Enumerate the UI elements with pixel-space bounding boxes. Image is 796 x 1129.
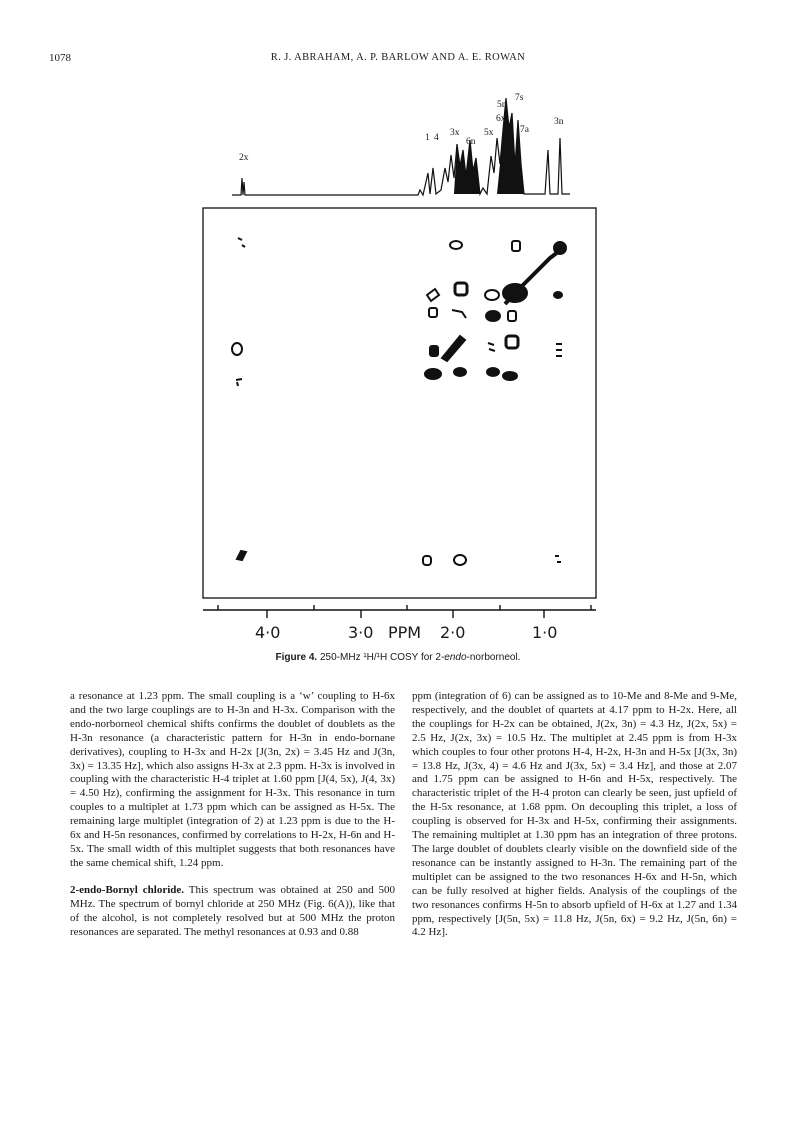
running-head: R. J. ABRAHAM, A. P. BARLOW AND A. E. ROWAN [270, 52, 526, 63]
contour-spot [427, 289, 439, 301]
axis-unit-label: PPM [388, 623, 422, 642]
body-paragraph: ppm (integration of 6) can be assigned as to 10-Me and 8-Me and 9-Me, respectively, and the doublet of quartets at 4.17 ppm to H-2x. Here, all the couplings for H-2x can be obtained, J(2x, 3n) = 4.3 Hz, J(2x, 5x) = 2.5 Hz, J(2x, 3x) = 10.5 Hz. The multiplet at 2.45 ppm is from H-3x which couples to four other protons H-4, H-2x, H-3n and H-5x [J(3x, 3n) = 13.8 Hz, J(3x, 4) = 4.6 Hz and J(3x, 5x) = 3.4 Hz], and those at 2.07 and 1.75 ppm can be assigned to H-6n and H-5x, respectively. The characteristic triplet of the H-4 proton can clearly be seen, just upfield of the H-5x resonance, at 1.68 ppm. On decoupling this triplet, a loss of coupling is observed for H-3x and H-5x, confirming their assignments. The remaining multiplet at 1.30 ppm has an integration of three protons. The large doublet of doublets clearly visible on the downfield side of the resonance can be instantly assigned to H-3n. The remaining part of the multiplet can be assigned to the two resonances H-6x and H-5n, which can be fully resolved at higher fields. Analysis of the couplings of the two resonances confirms H-5n to absorb upfield of H-6x at 1.27 and 1.34 ppm, respectively [J(5n, 5x) = 11.8 Hz, J(5n, 6x) = 9.2 Hz, J(5n, 6n) = 4.2 Hz]. [412, 690, 737, 939]
axis-tick-label: 2·0 [440, 623, 466, 642]
contour-spot [512, 241, 520, 251]
cosy-figure [0, 78, 796, 678]
contour-spot [450, 241, 462, 249]
cosy-contour-frame [203, 208, 596, 598]
contour-spot [425, 369, 441, 379]
peak-label-5n: 5n [497, 100, 507, 110]
page-header [0, 52, 796, 68]
left-column [70, 690, 395, 939]
contour-spot [232, 343, 242, 355]
contour-spot [237, 551, 246, 560]
axis-tick-label: 4·0 [255, 623, 281, 642]
contour-spot [455, 283, 467, 295]
contour-spot [430, 346, 438, 356]
caption-suffix: -norborneol. [466, 652, 521, 663]
peak-label-7a: 7a [520, 125, 529, 135]
body-paragraph: a resonance at 1.23 ppm. The small coupling is a ‘w’ coupling to H-6x and the two large couplings are to H-3n and H-3x. Comparison with the endo-norborneol chemical shifts confirms the doublet of doublets as the H-3n resonance (a characteristic pattern for H-3n in endo-bornane derivatives), coupling to H-3x and H-2x [J(3n, 2x) = 3.45 Hz and J(3n, 3x) = 13.35 Hz], which also assigns H-3x at 2.3 ppm. H-3x is involved in coupling with the characteristic H-4 triplet at 1.60 ppm [J(4, 5x), J(4, 3x) = 4.50 Hz), confirming the assignment for H-3x. This resonance in turn couples to a multiplet at 1.73 ppm which can be assigned as H-5x. The remaining large multiplet (integration of 2) at 1.23 ppm is due to the H-6x and H-5n resonances, confirmed by correlations to H-2x, H-6n and H-5x. The small width of this multiplet suggests that both resonances have the same chemical shift, 1.24 ppm. [70, 690, 395, 869]
contour-spot [556, 344, 562, 356]
page-number: 1078 [49, 52, 71, 64]
contour-spot [487, 368, 499, 376]
peak-label-3n: 3n [554, 117, 564, 127]
contour-spot [452, 310, 466, 318]
contour-spot [508, 311, 516, 321]
caption-italic: endo [444, 652, 467, 663]
ppm-axis [203, 605, 596, 618]
contour-spot [555, 556, 561, 562]
contour-spot [488, 343, 495, 351]
peak-label-2x: 2x [239, 153, 249, 163]
caption-text: 250-MHz ¹H/¹H COSY for 2- [317, 652, 445, 663]
contour-spot [485, 290, 499, 300]
contour-spot [454, 368, 466, 376]
body-paragraph [70, 884, 395, 940]
peak-label-5x: 5x [484, 128, 494, 138]
figure-caption [0, 652, 796, 663]
contour-spot [236, 379, 242, 386]
contour-spot [486, 311, 500, 321]
contour-spot [442, 336, 465, 361]
contour-spot [238, 238, 245, 247]
peak-label-7s: 7s [515, 93, 524, 103]
peak-label-3x: 3x [450, 128, 460, 138]
section-heading: 2-endo-Bornyl chloride. [70, 883, 185, 896]
axis-tick-label: 1·0 [532, 623, 558, 642]
contour-spot [503, 372, 517, 380]
figure-number: Figure 4. [275, 652, 318, 663]
cosy-spectrum-plot [0, 78, 796, 678]
peak-label-1: 1 [425, 133, 430, 143]
contour-spot [506, 336, 518, 348]
axis-tick-label: 3·0 [348, 623, 374, 642]
peak-label-6x: 6x [496, 114, 506, 124]
peak-label-4: 4 [434, 133, 439, 143]
paragraph-text: This spectrum was obtained at 250 and 500 MHz. The spectrum of bornyl chloride at 250 MHz (Fig. 6(A)), like that of the alcohol, is not completely resolved but at 500 MHz the proton resonances are separated. The methyl resonances at 0.93 and 0.88 [70, 883, 396, 938]
peak-label-6n: 6n [466, 137, 476, 147]
contour-spots [232, 238, 566, 565]
contour-spot [554, 292, 562, 298]
contour-spot [429, 308, 437, 317]
contour-spot [503, 284, 527, 302]
contour-spot [454, 555, 466, 565]
contour-spot [423, 556, 431, 565]
right-column [412, 690, 737, 940]
